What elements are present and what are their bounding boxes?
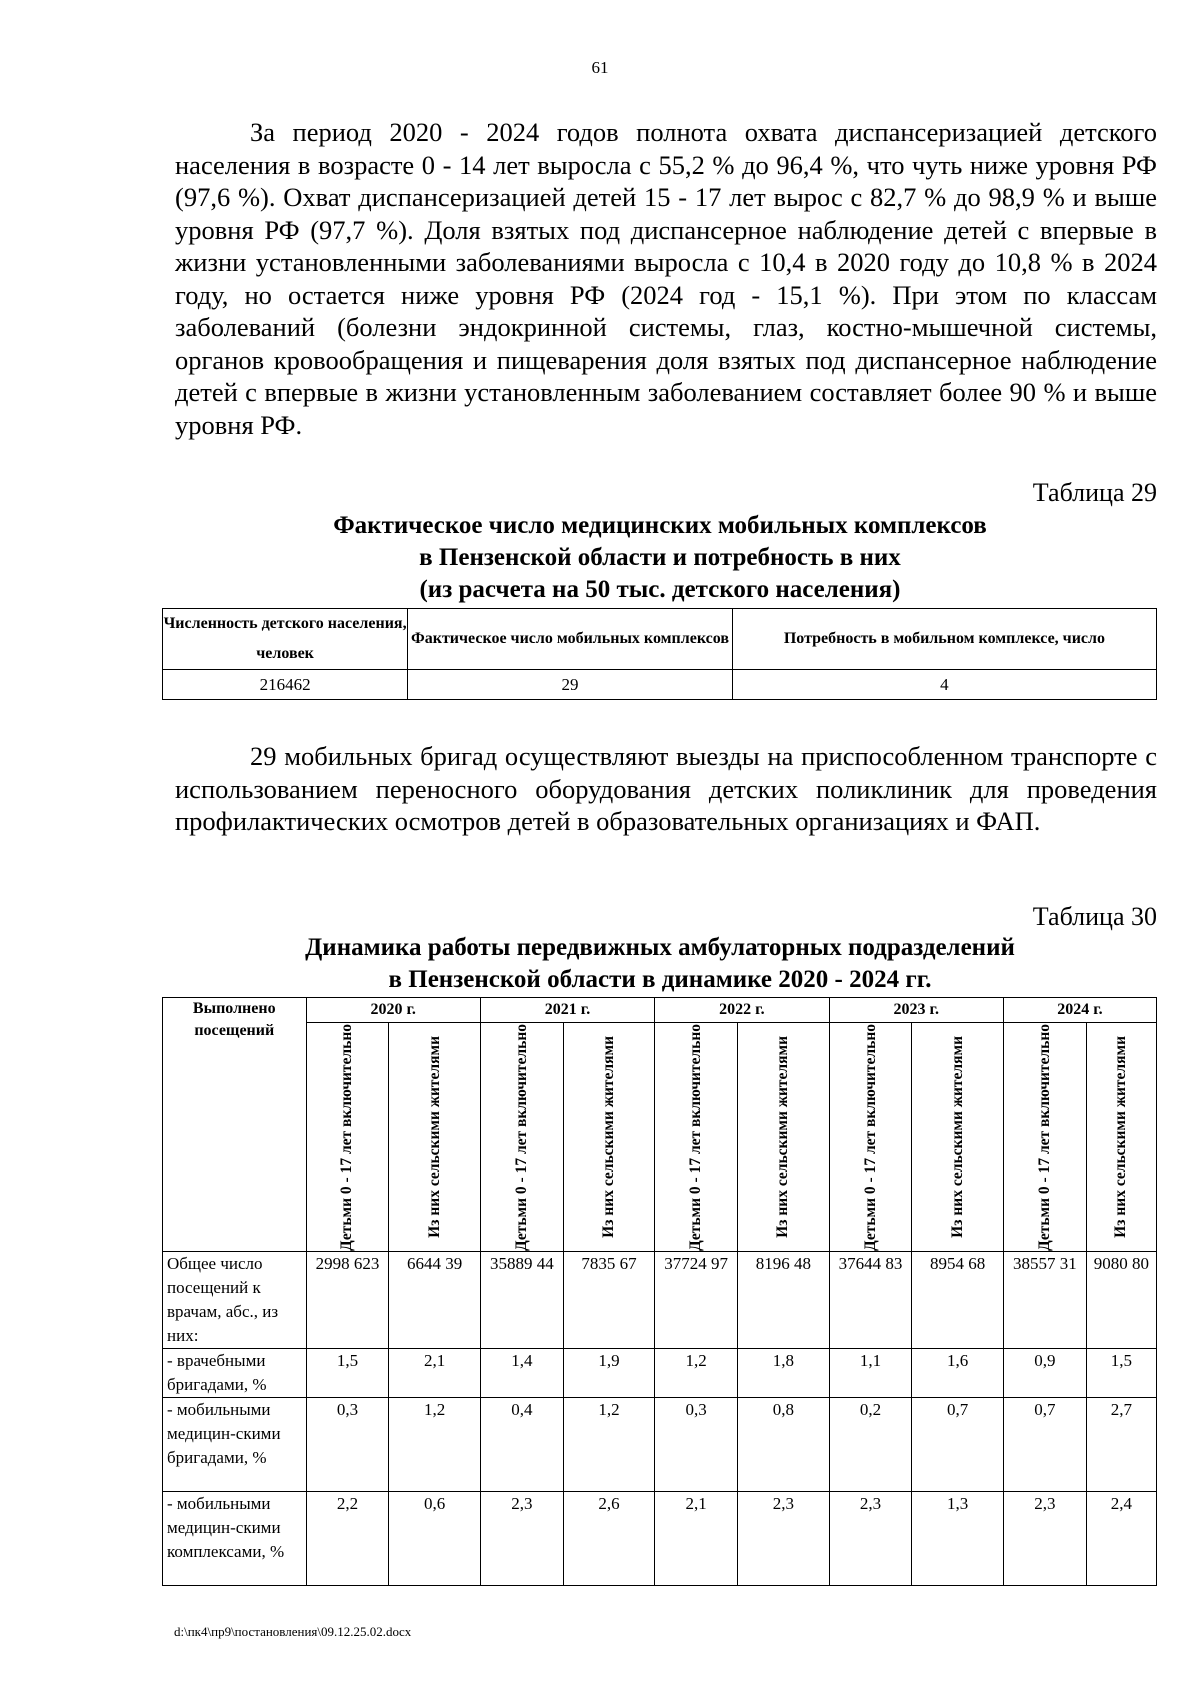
table-30-year-2020: 2020 г. [306,998,480,1023]
table-30-row-label: - врачебными бригадами, % [163,1349,307,1398]
table-30-cell: 0,9 [1003,1349,1086,1398]
table-30-cell: 1,2 [655,1349,738,1398]
file-path-footer: d:\пк4\пр9\постановления\09.12.25.02.docx [174,1624,412,1639]
table-29-data-row [163,670,1157,700]
table-29-header-row [163,609,1157,670]
table-30-cell: 8196 48 [738,1252,829,1349]
table-30-cell: 2,2 [306,1492,389,1586]
sub-rural-label: Из них сельскими жителями [1112,1036,1130,1238]
table-30-year-2023: 2023 г. [829,998,1003,1023]
table-30-title [160,932,1160,996]
table-30-cell: 2,6 [563,1492,654,1586]
table-30-cell: 37644 83 [829,1252,912,1349]
table-30-cell: 37724 97 [655,1252,738,1349]
table-30-sub-children-2020 [306,1023,389,1252]
table-30-sub-children-2024 [1003,1023,1086,1252]
table-30-cell: 2,1 [389,1349,480,1398]
table-30-cell: 0,4 [480,1398,563,1492]
table-30-sub-rural-2021 [563,1023,654,1252]
table-29-title [160,510,1160,606]
sub-children-label: Детьми 0 - 17 лет включительно [861,1023,879,1251]
table-30-cell: 0,2 [829,1398,912,1492]
table-29-header-need: Потребность в мобильном комплексе, число [732,609,1156,670]
table-30-row-total-visits [163,1252,1157,1349]
table-30-cell: 0,7 [1003,1398,1086,1492]
table-30-cell: 0,8 [738,1398,829,1492]
table-30-cell: 2,7 [1086,1398,1156,1492]
table-30-cell: 6644 39 [389,1252,480,1349]
table-30-cell: 1,2 [389,1398,480,1492]
sub-rural-label: Из них сельскими жителями [948,1036,966,1238]
table-30-cell: 2,3 [1003,1492,1086,1586]
table-30-year-row [163,998,1157,1023]
table-30-cell: 1,5 [1086,1349,1156,1398]
table-30-row-mobile-brigades [163,1398,1157,1492]
table-30-sub-children-2022 [655,1023,738,1252]
table-30-cell: 2,3 [480,1492,563,1586]
table-30-cell: 1,5 [306,1349,389,1398]
sub-children-label: Детьми 0 - 17 лет включительно [1035,1023,1053,1251]
table-30-cell: 9080 80 [1086,1252,1156,1349]
table-30-year-2022: 2022 г. [655,998,829,1023]
table-30-sub-rural-2023 [912,1023,1003,1252]
table-30-cell: 0,6 [389,1492,480,1586]
sub-rural-label: Из них сельскими жителями [425,1036,443,1238]
table-30-row-label: - мобильными медицин-скими бригадами, % [163,1398,307,1492]
table-30-label: Таблица 30 [1032,902,1157,931]
table-30-sub-rural-2024 [1086,1023,1156,1252]
table-30-cell: 1,4 [480,1349,563,1398]
page-number: 61 [591,58,609,77]
table-30-row-mobile-complexes [163,1492,1157,1586]
table-30-title-line2: в Пензенской области в динамике 2020 - 2024 гг. [388,966,932,993]
table-30-cell: 1,1 [829,1349,912,1398]
table-30-cell: 2,4 [1086,1492,1156,1586]
table-30-cell: 38557 31 [1003,1252,1086,1349]
table-30-row-label: - мобильными медицин-скими комплексами, % [163,1492,307,1586]
table-30-row-doctor-brigades [163,1349,1157,1398]
table-30-cell: 0,3 [655,1398,738,1492]
sub-rural-label: Из них сельскими жителями [774,1036,792,1238]
table-30-cell: 2998 623 [306,1252,389,1349]
paragraph-dispensary: За период 2020 - 2024 годов полнота охвата диспансеризацией детского населения в возрасте 0 - 14 лет выросла с 55,2 % до 96,4 %, что чуть ниже уровня РФ (97,6 %). Охват диспансеризацией детей 15 - 17 лет вырос с 82,7 % до 98,9 % и выше уровня РФ (97,7 %). Доля взятых под диспансерное наблюдение детей с впервые в жизни установленными заболеваниями выросла с 10,4 в 2020 году до 10,8 % в 2024 году, но остается ниже уровня РФ (2024 год - 15,1 %). При этом по классам заболеваний (болезни эндокринной системы, глаз, костно-мышечной системы, органов кровообращения и пищеварения доля взятых под диспансерное наблюдение детей с впервые в жизни установленным заболеванием составляет более 90 % и выше уровня РФ. [175,117,1157,440]
table-29-header-population: Численность детского населения, человек [163,609,408,670]
table-30-cell: 1,9 [563,1349,654,1398]
table-29-header-actual: Фактическое число мобильных комплексов [408,609,733,670]
table-30 [162,997,1157,1586]
table-30-cell: 2,3 [738,1492,829,1586]
table-29-cell-need: 4 [732,670,1156,700]
table-30-sub-rural-2020 [389,1023,480,1252]
table-30-sub-rural-2022 [738,1023,829,1252]
table-30-cell: 8954 68 [912,1252,1003,1349]
table-30-cell: 35889 44 [480,1252,563,1349]
table-30-year-2024: 2024 г. [1003,998,1156,1023]
table-30-cell: 7835 67 [563,1252,654,1349]
table-30-title-line1: Динамика работы передвижных амбулаторных подразделений [305,934,1015,961]
table-29-cell-population: 216462 [163,670,408,700]
table-30-cell: 0,3 [306,1398,389,1492]
table-29-title-line1: Фактическое число медицинских мобильных комплексов [333,512,987,539]
table-29-cell-actual: 29 [408,670,733,700]
table-29-title-line2: в Пензенской области и потребность в них [419,544,901,571]
table-30-cell: 2,1 [655,1492,738,1586]
table-30-row-label: Общее число посещений к врачам, абс., из них: [163,1252,307,1349]
table-30-subheader-row [163,1023,1157,1252]
sub-children-label: Детьми 0 - 17 лет включительно [512,1023,530,1251]
table-30-corner-header: Выполнено посещений [163,998,307,1252]
table-30-cell: 1,3 [912,1492,1003,1586]
sub-rural-label: Из них сельскими жителями [599,1036,617,1238]
table-29-label: Таблица 29 [1032,478,1157,507]
sub-children-label: Детьми 0 - 17 лет включительно [687,1023,705,1251]
table-30-cell: 0,7 [912,1398,1003,1492]
table-30-cell: 1,2 [563,1398,654,1492]
table-30-body [163,1252,1157,1586]
table-30-year-2021: 2021 г. [480,998,654,1023]
table-30-cell: 2,3 [829,1492,912,1586]
table-30-cell: 1,8 [738,1349,829,1398]
table-30-sub-children-2023 [829,1023,912,1252]
table-29 [162,608,1157,700]
table-30-cell: 1,6 [912,1349,1003,1398]
sub-children-label: Детьми 0 - 17 лет включительно [338,1023,356,1251]
paragraph-mobile-brigades: 29 мобильных бригад осуществляют выезды на приспособленном транспорте с использованием переносного оборудования детских поликлиник для проведения профилактических осмотров детей в образовательных организациях и ФАП. [175,741,1157,836]
table-29-title-line3: (из расчета на 50 тыс. детского населения) [419,576,901,603]
table-30-sub-children-2021 [480,1023,563,1252]
